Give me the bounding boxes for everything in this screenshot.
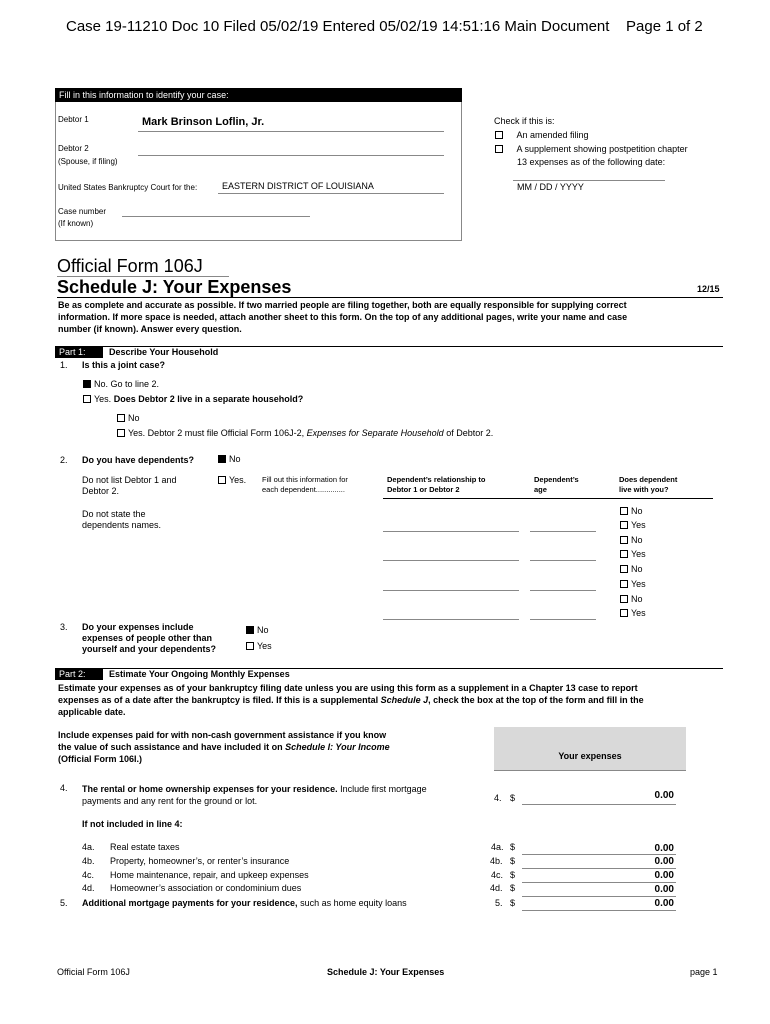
q2-names-1: Do not state the — [82, 509, 146, 519]
q3-line-1: Do your expenses include — [82, 622, 194, 632]
your-expenses-label: Your expenses — [558, 751, 622, 761]
q1-sub-no-label: No — [128, 413, 140, 423]
q1-sub-no-checkbox[interactable] — [117, 414, 125, 422]
dep1-no-checkbox[interactable] — [620, 507, 628, 515]
dependents-header-rule — [383, 498, 713, 499]
line5-line — [522, 910, 676, 911]
q2-no-label: No — [229, 454, 241, 464]
dep1-age-field[interactable] — [530, 531, 596, 532]
gov-line-2-it: Schedule I: Your Income — [285, 742, 390, 752]
dep1-live-no[interactable] — [620, 506, 643, 516]
col-age-header — [534, 475, 579, 495]
court-value[interactable]: EASTERN DISTRICT OF LOUISIANA — [222, 181, 374, 191]
dep2-relationship-field[interactable] — [383, 560, 519, 561]
line4c-amount[interactable]: 0.00 — [654, 870, 674, 881]
line5-ref: 5. — [495, 898, 503, 908]
supplement-date-field[interactable] — [513, 180, 665, 181]
q3-line-2: expenses of people other than — [82, 633, 213, 643]
footer-page: page 1 — [690, 967, 718, 977]
dep2-age-field[interactable] — [530, 560, 596, 561]
identify-bar: Fill in this information to identify your case: — [55, 88, 462, 102]
not-included-label: If not included in line 4: — [82, 819, 183, 829]
dep3-live-no[interactable] — [620, 564, 643, 574]
title-bottom-rule — [57, 297, 723, 298]
line4b-amount[interactable]: 0.00 — [654, 856, 674, 867]
q2-yes-checkbox[interactable] — [218, 476, 226, 484]
line4d-amount[interactable]: 0.00 — [654, 884, 674, 895]
q1-sub-yes-italic: Expenses for Separate Household — [306, 428, 444, 438]
part2-intro-2-post: , check the box at the top of the form and fill in the — [428, 695, 644, 705]
page-indicator: Page 1 of 2 — [626, 18, 703, 35]
footer-title: Schedule J: Your Expenses — [327, 967, 445, 977]
line4-amount[interactable]: 0.00 — [654, 790, 674, 801]
debtor2-label: Debtor 2 — [58, 144, 89, 153]
case-line: Case 19-11210 Doc 10 Filed 05/02/19 Entered 05/02/19 14:51:16 Main Document — [66, 18, 610, 35]
debtor1-line — [138, 131, 444, 132]
q2-note — [82, 475, 177, 497]
line4b-dollar: $ — [510, 856, 516, 866]
part2-intro-1: Estimate your expenses as of your bankruptcy filing date unless you are using this form as a supplement in a Chapter 13 case to report — [58, 683, 638, 693]
line4-amount-line — [522, 804, 676, 805]
col-live-header — [619, 475, 677, 495]
q1-sub-yes-checkbox[interactable] — [117, 429, 125, 437]
q1-sub-yes-option[interactable] — [117, 428, 493, 438]
q3-no-option[interactable] — [246, 625, 269, 635]
amended-option[interactable] — [495, 130, 589, 140]
line4a-label: Real estate taxes — [110, 842, 180, 852]
line4-line-2: payments and any rent for the ground or lot. — [82, 796, 258, 806]
q3-number: 3. — [60, 622, 68, 632]
dep4-relationship-field[interactable] — [383, 619, 519, 620]
q1-text: Is this a joint case? — [82, 360, 166, 370]
line4a-dollar: $ — [510, 842, 516, 852]
form-date-code: 12/15 — [697, 284, 720, 294]
dep1-no-label: No — [631, 506, 643, 516]
line4-dollar: $ — [510, 793, 516, 803]
case-header — [66, 18, 609, 35]
form-intro — [58, 299, 627, 335]
dep3-age-field[interactable] — [530, 590, 596, 591]
court-line — [218, 193, 444, 194]
amended-checkbox[interactable] — [495, 131, 503, 139]
q2-note-1: Do not list Debtor 1 and — [82, 475, 177, 485]
line4c-line — [522, 882, 676, 883]
q3-yes-checkbox[interactable] — [246, 642, 254, 650]
supplement-checkbox[interactable] — [495, 145, 503, 153]
q3-yes-label: Yes — [257, 641, 272, 651]
court-label: United States Bankruptcy Court for the: — [58, 183, 198, 192]
q2-names-2: dependents names. — [82, 520, 162, 530]
q2-fill-2: each dependent.............. — [262, 485, 345, 494]
line4d-label: Homeowner’s association or condominium dues — [110, 883, 302, 893]
intro-line-3: number (if known). Answer every question. — [58, 324, 242, 334]
check-label: Check if this is: — [494, 116, 555, 126]
q1-sub-yes-pre: Yes. Debtor 2 must file Official Form 106J-2, — [128, 428, 305, 438]
col-age-2: age — [534, 485, 547, 494]
line4-rest: Include first mortgage — [340, 784, 427, 794]
line4c-num: 4c. — [82, 870, 95, 880]
dep4-live-yes[interactable] — [620, 608, 646, 618]
dep2-yes-label: Yes — [631, 549, 646, 559]
case-number-sub: (If known) — [58, 219, 94, 228]
col-live-2: live with you? — [619, 485, 669, 494]
gov-line-2-pre: the value of such assistance and have included it on — [58, 742, 283, 752]
intro-line-1: Be as complete and accurate as possible. If two married people are filing together, both are equally responsible for supplying correct — [58, 300, 627, 310]
line4d-line — [522, 896, 676, 897]
line5-dollar: $ — [510, 898, 516, 908]
q3-yes-option[interactable] — [246, 641, 272, 651]
page-title: Schedule J: Your Expenses — [57, 277, 292, 297]
official-form-name: Official Form 106J — [57, 256, 203, 276]
q2-names-note — [82, 509, 161, 531]
gov-line-3: (Official Form 106I.) — [58, 754, 143, 764]
part2-tag: Part 2: — [55, 668, 103, 680]
dep4-age-field[interactable] — [530, 619, 596, 620]
dep3-yes-label: Yes — [631, 579, 646, 589]
q1-yes-checkbox[interactable] — [83, 395, 91, 403]
q2-note-2: Debtor 2. — [82, 486, 120, 496]
dep3-live-yes[interactable] — [620, 579, 646, 589]
q3-no-label: No — [257, 625, 269, 635]
gov-line-1: Include expenses paid for with non-cash government assistance if you know — [58, 730, 387, 740]
part1-title: Describe Your Household — [109, 347, 219, 357]
part1-tag: Part 1: — [55, 346, 103, 358]
dep3-yes-checkbox[interactable] — [620, 580, 628, 588]
dep2-no-label: No — [631, 535, 643, 545]
supplement-label: A supplement showing postpetition chapter — [516, 144, 688, 154]
q1-no-checkbox[interactable] — [83, 380, 91, 388]
part2-intro-2-pre: expenses as of a date after the bankruptcy is filed. If this is a supplemental — [58, 695, 379, 705]
debtor2-field[interactable] — [138, 155, 444, 156]
dep4-live-no[interactable] — [620, 594, 643, 604]
q3-line-3: yourself and your dependents? — [82, 644, 217, 654]
q2-yes-label: Yes. — [229, 475, 247, 485]
q1-no-label: No. Go to line 2. — [94, 379, 160, 389]
q1-yes-option[interactable] — [83, 394, 303, 404]
line5-rest: such as home equity loans — [300, 898, 407, 908]
dep2-no-checkbox[interactable] — [620, 536, 628, 544]
line4c-label: Home maintenance, repair, and upkeep expenses — [110, 870, 309, 880]
dep4-no-label: No — [631, 594, 643, 604]
q2-fill-1: Fill out this information for — [262, 475, 348, 484]
q2-number: 2. — [60, 455, 68, 465]
q1-sub-no-option[interactable] — [117, 413, 140, 423]
line5-number: 5. — [60, 898, 68, 908]
dep1-yes-label: Yes — [631, 520, 646, 530]
intro-line-2: information. If more space is needed, attach another sheet to this form. On the top of any additional pages, write your name and case — [58, 312, 628, 322]
dep3-no-checkbox[interactable] — [620, 565, 628, 573]
q1-number: 1. — [60, 360, 68, 370]
part2-intro-3: applicable date. — [58, 707, 126, 717]
col-rel-2: Debtor 1 or Debtor 2 — [387, 485, 460, 494]
your-expenses-header — [494, 727, 686, 771]
col-relationship-header — [387, 475, 485, 495]
q2-no-option[interactable] — [218, 454, 241, 464]
q1-sub-yes-post: of Debtor 2. — [446, 428, 494, 438]
part2-title: Estimate Your Ongoing Monthly Expenses — [109, 669, 290, 679]
dep2-live-yes[interactable] — [620, 549, 646, 559]
col-age-1: Dependent’s — [534, 475, 579, 484]
line5-text — [82, 898, 407, 908]
q2-fill-note — [262, 475, 348, 495]
line5-bold: Additional mortgage payments for your residence, — [82, 898, 298, 908]
case-number-label: Case number — [58, 207, 107, 216]
dep4-no-checkbox[interactable] — [620, 595, 628, 603]
debtor1-label: Debtor 1 — [58, 115, 89, 124]
line4c-ref: 4c. — [491, 870, 504, 880]
line4b-line — [522, 868, 676, 869]
part2-intro — [58, 682, 644, 718]
q2-yes-option[interactable] — [218, 475, 246, 485]
dep3-no-label: No — [631, 564, 643, 574]
col-live-1: Does dependent — [619, 475, 678, 484]
line4d-num: 4d. — [82, 883, 95, 893]
debtor2-sub: (Spouse, if filing) — [58, 157, 118, 166]
line4d-dollar: $ — [510, 883, 516, 893]
dep4-yes-label: Yes — [631, 608, 646, 618]
line4-ref: 4. — [494, 793, 502, 803]
line4-text — [82, 783, 427, 807]
dep1-relationship-field[interactable] — [383, 531, 519, 532]
q1-yes-label: Yes. — [94, 394, 112, 404]
line4d-ref: 4d. — [490, 883, 503, 893]
case-number-field[interactable] — [122, 216, 310, 217]
line4-number: 4. — [60, 783, 68, 793]
line4a-ref: 4a. — [491, 842, 504, 852]
line4a-amount[interactable]: 0.00 — [654, 843, 674, 854]
gov-assistance-note — [58, 729, 390, 765]
q3-text — [82, 622, 216, 655]
dep1-live-yes[interactable] — [620, 520, 646, 530]
line4c-dollar: $ — [510, 870, 516, 880]
dep3-relationship-field[interactable] — [383, 590, 519, 591]
part2-intro-2-it: Schedule J — [380, 695, 429, 705]
q2-no-checkbox[interactable] — [218, 455, 226, 463]
line5-amount[interactable]: 0.00 — [654, 898, 674, 909]
line4b-label: Property, homeowner’s, or renter’s insurance — [110, 856, 290, 866]
dep4-yes-checkbox[interactable] — [620, 609, 628, 617]
q2-text: Do you have dependents? — [82, 455, 195, 465]
footer-form: Official Form 106J — [57, 967, 130, 977]
dep2-yes-checkbox[interactable] — [620, 550, 628, 558]
line4a-line — [522, 854, 676, 855]
amended-label: An amended filing — [516, 130, 589, 140]
col-rel-1: Dependent’s relationship to — [387, 475, 486, 484]
dep2-live-no[interactable] — [620, 535, 643, 545]
debtor1-name[interactable]: Mark Brinson Loflin, Jr. — [142, 116, 265, 128]
dep1-yes-checkbox[interactable] — [620, 521, 628, 529]
supplement-label-2: 13 expenses as of the following date: — [517, 157, 666, 167]
date-placeholder: MM / DD / YYYY — [517, 182, 584, 192]
line4b-ref: 4b. — [490, 856, 503, 866]
line4a-num: 4a. — [82, 842, 95, 852]
line4b-num: 4b. — [82, 856, 95, 866]
supplement-option[interactable] — [495, 144, 688, 154]
q1-yes-question: Does Debtor 2 live in a separate household? — [113, 394, 304, 404]
line4-bold: The rental or home ownership expenses for your residence. — [82, 784, 338, 794]
q3-no-checkbox[interactable] — [246, 626, 254, 634]
q1-no-option[interactable] — [83, 379, 159, 389]
